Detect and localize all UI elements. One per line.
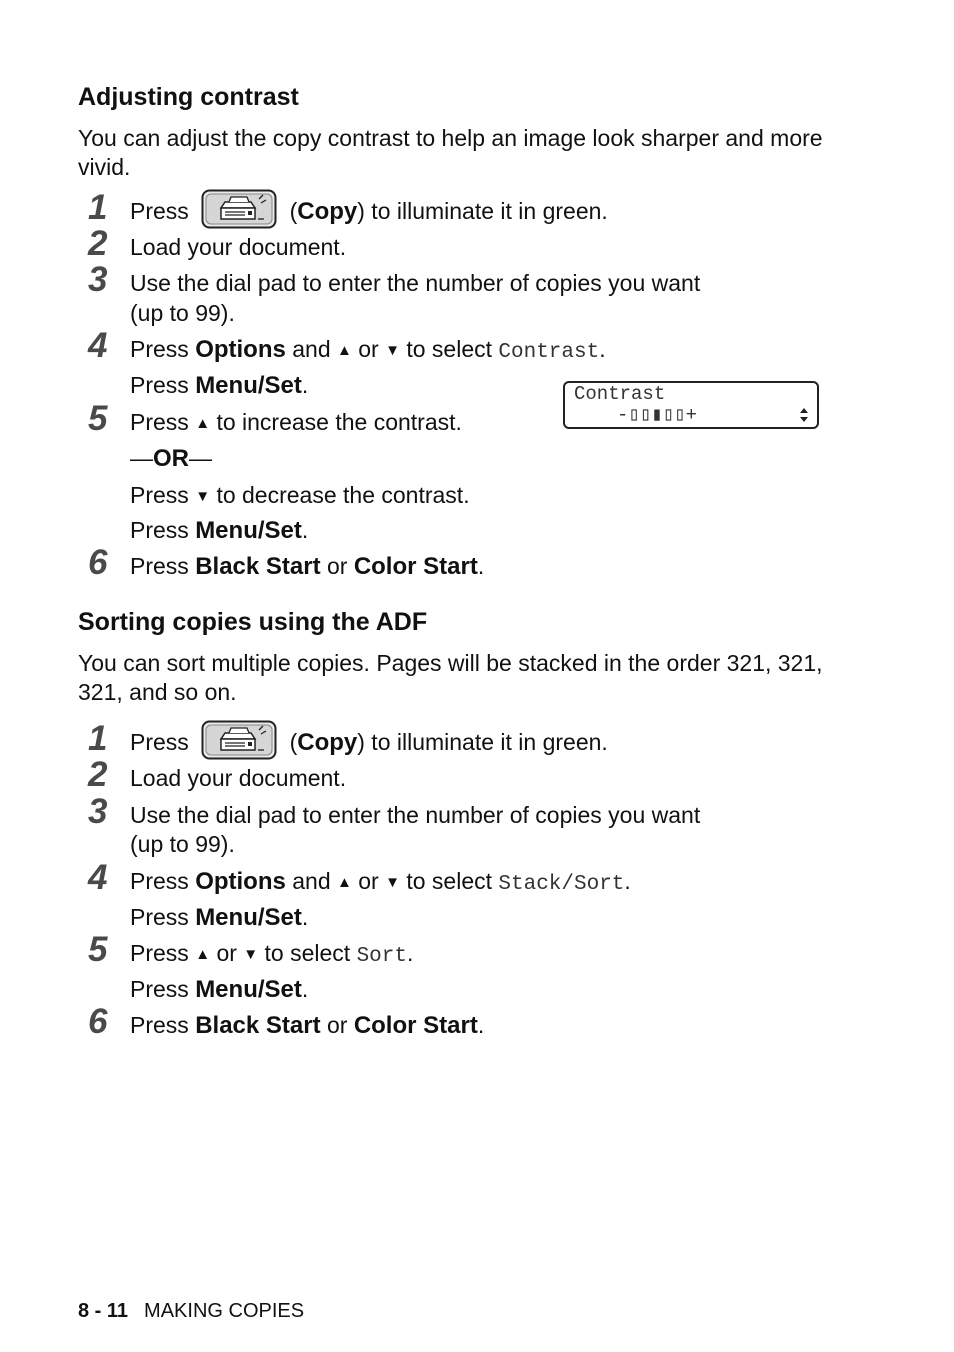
lcd-setting-name: Sort (356, 945, 407, 968)
step-text: Press (130, 904, 189, 930)
step-text: . (477, 553, 485, 579)
step-1-text (130, 197, 608, 229)
lcd-title: Contrast (574, 383, 666, 405)
step-text: . (599, 336, 606, 362)
step-text: Press (130, 517, 189, 543)
step-text: Press (130, 482, 189, 508)
step-text: Press (130, 372, 189, 398)
step-text: Press (130, 409, 189, 435)
lcd-display (563, 381, 819, 429)
section-heading-sorting-copies: Sorting copies using the ADF (78, 608, 428, 636)
copy-key-label: Copy (297, 729, 358, 757)
page-footer (78, 1300, 304, 1323)
step-text: ) to illuminate it in green. (357, 729, 608, 756)
options-key-label: Options (195, 868, 286, 895)
step-text: . (301, 976, 309, 1002)
section-intro: You can sort multiple copies. Pages will be stacked in the order 321, 321, 321, and so on. (78, 650, 823, 705)
step-text: . (301, 517, 309, 543)
options-key-label: Options (195, 336, 286, 363)
menu-set-key-label: Menu/Set (195, 904, 302, 931)
step-4-text (130, 867, 631, 899)
up-arrow-icon: ▲ (337, 342, 352, 359)
step-number: 3 (88, 260, 108, 299)
step-text: to select (406, 868, 492, 894)
dash: — (130, 445, 153, 471)
down-arrow-icon: ▼ (195, 488, 211, 505)
down-arrow-icon: ▼ (243, 946, 259, 963)
step-number: 3 (88, 792, 108, 831)
step-text: Press (130, 729, 189, 756)
up-arrow-icon: ▲ (195, 946, 211, 963)
step-number: 6 (88, 1002, 108, 1041)
step-text: . (407, 940, 414, 966)
step-text: and (292, 868, 331, 894)
step-5-press-menu-set (130, 516, 308, 545)
step-text: or (358, 868, 379, 894)
step-text: and (292, 336, 331, 362)
or-label: OR (153, 445, 189, 472)
chapter-title: MAKING COPIES (144, 1300, 305, 1322)
step-6-text (130, 552, 484, 581)
step-4-text (130, 335, 606, 367)
step-number: 2 (88, 755, 108, 794)
step-text: ( (289, 198, 298, 225)
step-text: ) to illuminate it in green. (357, 198, 608, 225)
step-5-press-menu-set (130, 975, 308, 1004)
step-text: . (301, 904, 309, 930)
up-arrow-icon: ▲ (195, 415, 211, 432)
step-text: Press (130, 976, 189, 1002)
copy-key-label: Copy (297, 198, 358, 226)
menu-set-key-label: Menu/Set (195, 517, 302, 544)
step-number: 4 (88, 326, 108, 365)
step-3-line-2: (up to 99). (130, 831, 235, 857)
step-5-text (130, 408, 462, 440)
section-intro: You can adjust the copy contrast to help an image look sharper and more vivid. (78, 125, 823, 180)
step-text: Press (130, 940, 189, 966)
step-3-line-1: Use the dial pad to enter the number of copies you want (130, 802, 701, 828)
step-text: or (358, 336, 379, 362)
step-text: Press (130, 1012, 189, 1038)
step-text: to increase the contrast. (216, 409, 462, 435)
copy-machine-icon (201, 720, 277, 760)
step-text: or (326, 1012, 348, 1038)
step-5-alt-text (130, 481, 470, 513)
step-text: ( (289, 729, 298, 756)
down-arrow-icon: ▼ (385, 342, 400, 359)
step-2-text: Load your document. (130, 234, 347, 260)
step-4-press-menu-set (130, 371, 308, 400)
step-number: 5 (88, 930, 108, 969)
down-arrow-icon: ▼ (385, 874, 400, 891)
step-text: Press (130, 336, 189, 362)
step-number: 1 (88, 188, 108, 227)
up-arrow-icon: ▲ (337, 874, 352, 891)
step-text: Press (130, 553, 189, 579)
step-4-press-menu-set (130, 903, 308, 932)
or-separator (130, 444, 212, 473)
lcd-setting-name: Stack/Sort (498, 873, 625, 896)
step-text: to select (406, 336, 492, 362)
color-start-key-label: Color Start (353, 1012, 478, 1039)
up-down-arrows-icon (799, 407, 809, 423)
step-3-line-1: Use the dial pad to enter the number of copies you want (130, 270, 701, 296)
step-text: Press (130, 198, 189, 225)
color-start-key-label: Color Start (353, 553, 478, 580)
black-start-key-label: Black Start (195, 1012, 321, 1039)
step-text: or (326, 553, 348, 579)
menu-set-key-label: Menu/Set (195, 976, 302, 1003)
step-text: . (624, 868, 631, 894)
step-3-line-2: (up to 99). (130, 300, 235, 326)
lcd-setting-name: Contrast (498, 341, 600, 364)
step-6-text (130, 1011, 484, 1040)
step-text: or (216, 940, 237, 966)
step-number: 5 (88, 399, 108, 438)
dash: — (189, 445, 212, 471)
black-start-key-label: Black Start (195, 553, 321, 580)
step-2-text: Load your document. (130, 765, 347, 791)
step-text: Press (130, 868, 189, 894)
step-text: to decrease the contrast. (216, 482, 470, 508)
section-heading-adjusting-contrast: Adjusting contrast (78, 83, 299, 111)
step-text: to select (264, 940, 351, 966)
step-1-text (130, 728, 608, 760)
step-text: . (301, 372, 309, 398)
step-text: . (477, 1012, 485, 1038)
page-number: 8 - 11 (78, 1300, 129, 1322)
step-number: 2 (88, 224, 108, 263)
step-number: 4 (88, 858, 108, 897)
step-5-text (130, 939, 413, 971)
step-number: 1 (88, 719, 108, 758)
step-number: 6 (88, 543, 108, 582)
copy-machine-icon (201, 189, 277, 229)
lcd-contrast-bar: -▯▯▮▯▯+ (617, 404, 697, 426)
menu-set-key-label: Menu/Set (195, 372, 302, 399)
